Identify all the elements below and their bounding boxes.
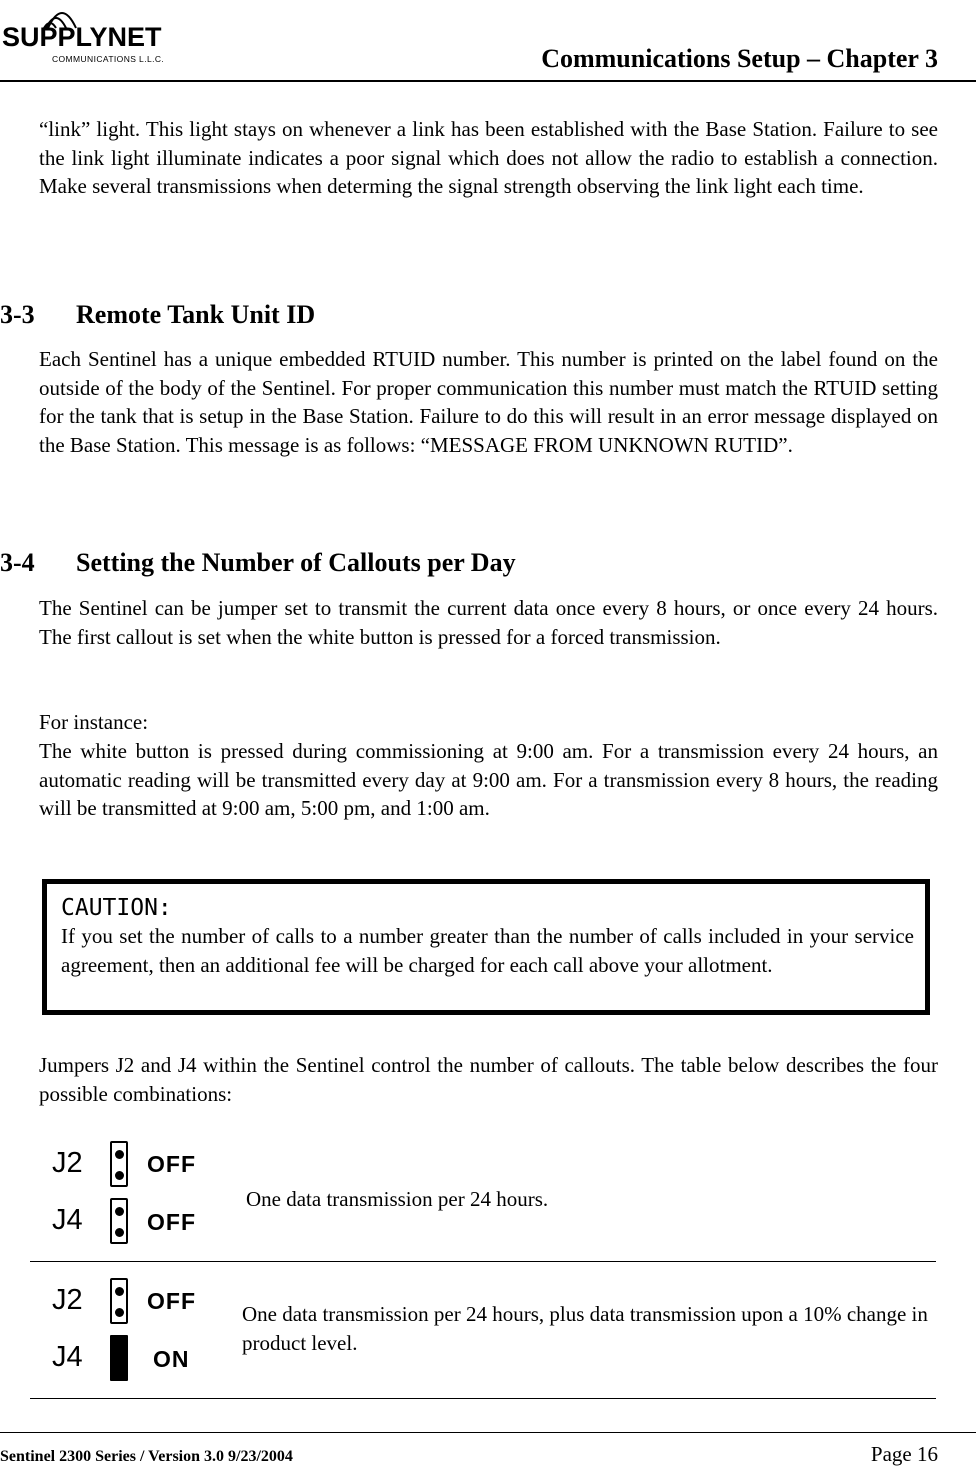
jumper-off-icon [110, 1278, 128, 1324]
caution-text: If you set the number of calls to a number greater than the number of calls included in your service agreement, then an additional fee will be charged for each call above your allotment. [61, 924, 914, 977]
j4-label: J4 [52, 1204, 83, 1236]
table-divider [30, 1261, 936, 1262]
j4-state: OFF [147, 1209, 196, 1235]
caution-box [42, 879, 930, 1015]
jumper-description: One data transmission per 24 hours, plus data transmission upon a 10% change in product level. [242, 1302, 928, 1355]
header-title: Communications Setup – Chapter 3 [541, 44, 938, 73]
j4-state: ON [153, 1346, 190, 1372]
section-3-3-body: Each Sentinel has a unique embedded RTUID number. This number is printed on the label found on the outside of the body of the Sentinel. For proper communication this number must match the RTUID setting for the tank that is setup in the Base Station. Failure to do this will result in an error message displayed on the Base Station. This message is as follows: “MESSAGE FROM UNKNOWN RUTID”. [39, 347, 938, 457]
instance-label: For instance: [39, 710, 149, 734]
jumper-row [40, 1135, 936, 1260]
section-3-4-body-3: Jumpers J2 and J4 within the Sentinel control the number of callouts. The table below describes the four possible combinations: [39, 1053, 938, 1106]
supplynet-logo [0, 0, 175, 70]
j2-state: OFF [147, 1288, 196, 1314]
section-title: Remote Tank Unit ID [76, 300, 316, 329]
footer-rule [0, 1432, 976, 1433]
jumper-description: One data transmission per 24 hours. [246, 1187, 549, 1211]
section-title: Setting the Number of Callouts per Day [76, 548, 516, 577]
jumper-row [40, 1272, 936, 1397]
section-3-4-body-2: The white button is pressed during commissioning at 9:00 am. For a transmission every 24 hours, an automatic reading will be transmitted every day at 9:00 am. For a transmission every 8 hours, the reading will be transmitted at 9:00 am, 5:00 pm, and 1:00 am. [39, 739, 938, 820]
header-rule [0, 80, 976, 82]
section-number: 3-3 [0, 300, 35, 329]
logo-name: SUPPLYNET [2, 22, 162, 52]
jumper-off-icon [110, 1198, 128, 1244]
caution-label: CAUTION: [61, 895, 172, 921]
j2-state: OFF [147, 1151, 196, 1177]
section-3-4-body-1: The Sentinel can be jumper set to transmit the current data once every 8 hours, or once every 24 hours. The first callout is set when the white button is pressed for a forced transmission. [39, 596, 938, 649]
section-number: 3-4 [0, 548, 35, 577]
footer-version: Sentinel 2300 Series / Version 3.0 9/23/2004 [0, 1448, 293, 1465]
jumper-on-icon [110, 1335, 128, 1381]
section-3-3-heading [0, 300, 315, 330]
jumper-off-icon [110, 1141, 128, 1187]
j2-label: J2 [52, 1284, 83, 1316]
page-number: Page 16 [870, 1442, 938, 1466]
section-3-4-heading [0, 548, 516, 578]
j2-label: J2 [52, 1147, 83, 1179]
logo-subtitle: COMMUNICATIONS L.L.C. [52, 54, 165, 64]
table-divider [30, 1398, 936, 1399]
j4-label: J4 [52, 1341, 83, 1373]
intro-paragraph: “link” light. This light stays on whenever a link has been established with the Base Station. Failure to see the link light illuminate indicates a poor signal which does not allow the radio to establish a connection. Make several transmissions when determing the signal strength observing the link light each time. [39, 117, 938, 198]
